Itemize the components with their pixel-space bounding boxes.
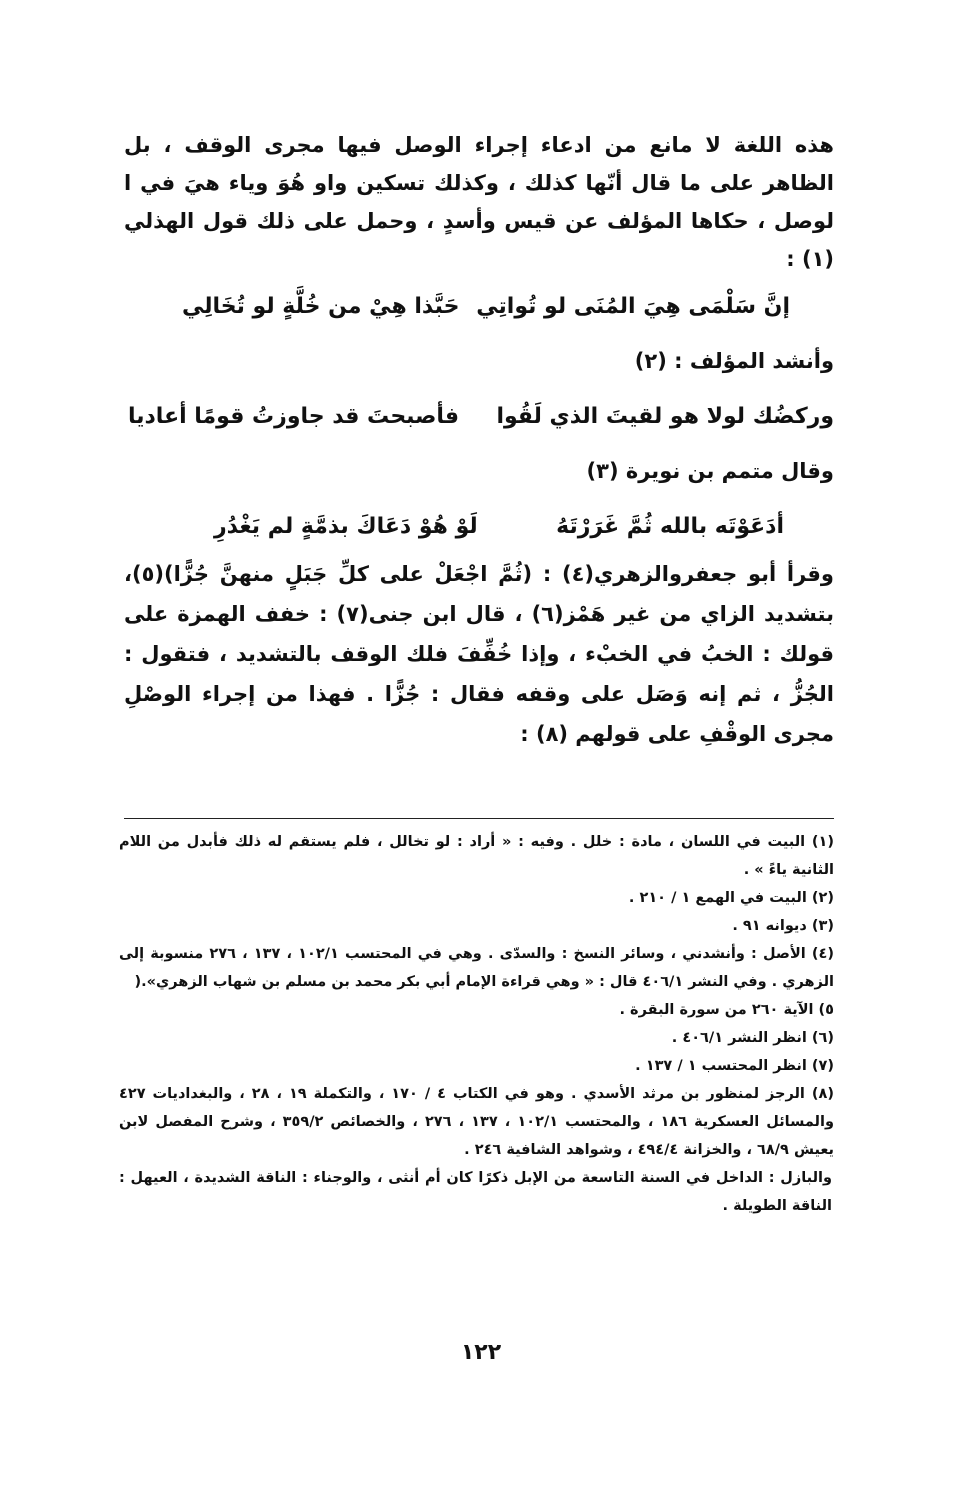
footnote-7: (٧) انظر المحتسب ١ / ١٣٧ .: [635, 1058, 834, 1074]
verse-2-intro: وأنشد المؤلف : (٢): [634, 349, 834, 373]
main-text: [124, 126, 834, 754]
footnote-2: (٢) البيت في الهمع ١ / ٢١٠ .: [628, 890, 834, 906]
footnote-separator: [124, 818, 834, 819]
verse-3-intro: وقال متمم بن نويرة (٣): [586, 459, 834, 483]
footnote-3: (٣) ديوانه ٩١ .: [732, 918, 834, 934]
footnote-8: (٨) الرجز لمنظور بن مرثد الأسدي . وهو في الكتاب ٤ / ١٧٠ ، والتكملة ١٩ ، ٢٨ ، والبغداديات ٤٢٧ والمسائل العسكرية ١٨٦ ، والمحتسب ١٠٢/١ ، ١٣٧ ، ٢٧٦ ، والخصائص ٣٥٩/٢ ، وشرح المفصل لابن يعيش ٦٨/٩ ، والخزانة ٤٩٤/٤ ، وشواهد الشافية ٢٤٦ .: [119, 1086, 834, 1158]
verse-2-second-hemistich: فأصبحتَ قد جاوزتُ قومًا أعاديا: [128, 404, 460, 429]
verse-1-first-hemistich: إنَّ سَلْمَى هِيَ المُنَى لو تُواتِي: [476, 294, 790, 319]
verse-1: [124, 278, 834, 334]
verse-1-second-hemistich: حَبَّذا هِيْ من خُلَّةٍ لو تُخَالِي: [182, 294, 460, 319]
verse-3-first-hemistich: أدَعَوْتَه بالله ثُمَّ غَرَرْتَهُ: [556, 514, 784, 539]
footnote-1: (١) البيت في اللسان ، مادة : خلل . وفيه : « أراد : لو تخالل ، فلم يستقم له ذلك فأبدل من اللام الثانية ياءً » .: [119, 834, 834, 878]
verse-3-second-hemistich: لَوْ هُوْ دَعَاكَ بذمَّةٍ لم يَغْدُرِ: [214, 514, 478, 539]
paragraph-2: وقرأ أبو جعفروالزهري(٤) : (ثُمَّ اجْعَلْ على كلِّ جَبَلٍ منهنَّ جُزًّا)(٥)، بتشديد الزاي من غير هَمْز(٦) ، قال ابن جنى(٧) : خفف الهمزة على قولك : الخبُ في الخبْء ، وإذا خُفِّفَ فلك الوقف بالتشديد ، فتقول : الجُزُّ ، ثم إنه وَصَل على وقفه فقال : جُزًّا . فهذا من إجراء الوصْلِ مجرى الوقْفِ على قولهم (٨) :: [124, 562, 834, 746]
footnote-8-continuation: والبازل : الداخل في السنة التاسعة من الإبل ذكرًا كان أم أنثى ، والوجناء : الناقة الشديدة ، العيهل : الناقة الطويلة .: [119, 1170, 832, 1214]
footnote-6: (٦) انظر النشر ٤٠٦/١ .: [671, 1030, 834, 1046]
page-number: ١٢٢: [460, 1340, 502, 1365]
footnotes: [119, 828, 834, 1220]
verse-3: [124, 498, 834, 554]
verse-2-first-hemistich: وركضُك لولا هو لقيتَ الذي لَقُوا: [496, 404, 834, 429]
footnote-4: (٤) الأصل : وأنشدني ، وسائر النسخ : والسدّى . وهي في المحتسب ١٠٢/١ ، ١٣٧ ، ٢٧٦ منسوبة إلى الزهري . وفي النشر ٤٠٦/١ قال : « وهي قراءة الإمام أبي بكر محمد بن مسلم بن شهاب الزهري».(: [119, 946, 834, 990]
paragraph-1: هذه اللغة لا مانع من ادعاء إجراء الوصل فيها مجرى الوقف ، بل الظاهر على ما قال أنّها كذلك ، وكذلك تسكين واو هُوَ وياء هيَ في ا لوصل ، حكاها المؤلف عن قيس وأسدٍ ، وحمل على ذلك قول الهذلي (١) :: [124, 133, 834, 271]
verse-2: [124, 388, 834, 444]
footnote-5: ٥) الآية ٢٦٠ من سورة البقرة .: [619, 1002, 834, 1018]
